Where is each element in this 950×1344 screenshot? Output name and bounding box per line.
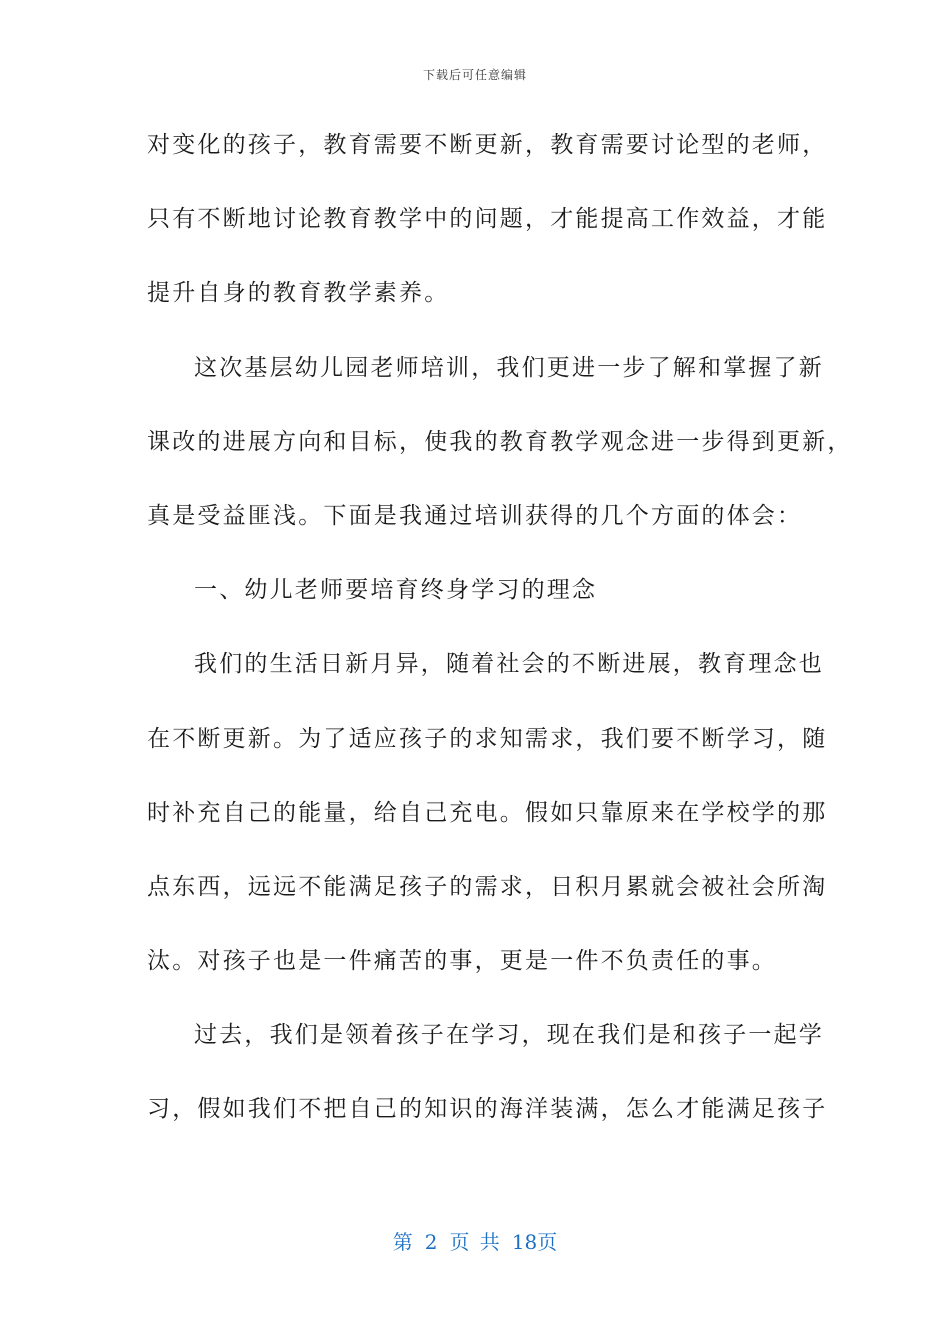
paragraph-start-line: 过去，我们是领着孩子在学习，现在我们是和孩子一起学 bbox=[194, 1022, 824, 1049]
current-page-number: 2 bbox=[424, 1230, 438, 1254]
paragraph-start-line: 这次基层幼儿园老师培训，我们更进一步了解和掌握了新 bbox=[194, 354, 824, 381]
section-heading: 一、幼儿老师要培育终身学习的理念 bbox=[194, 577, 598, 604]
body-line: 课改的进展方向和目标，使我的教育教学观念进一步得到更新， bbox=[147, 428, 853, 455]
paragraph-start-line: 我们的生活日新月异，随着社会的不断进展，教育理念也 bbox=[194, 651, 824, 678]
body-line: 在不断更新。为了适应孩子的求知需求，我们要不断学习，随 bbox=[147, 725, 828, 752]
body-line: 点东西，远远不能满足孩子的需求，日积月累就会被社会所淘 bbox=[147, 873, 828, 900]
body-line: 提升自身的教育教学素养。 bbox=[147, 280, 450, 307]
body-line: 只有不断地讨论教育教学中的问题，才能提高工作效益，才能 bbox=[147, 206, 828, 233]
body-line: 对变化的孩子，教育需要不断更新，教育需要讨论型的老师， bbox=[147, 132, 828, 158]
page-footer bbox=[0, 1226, 950, 1255]
page-header: 下载后可任意编辑 bbox=[422, 68, 527, 82]
page-label-prefix: 第 bbox=[392, 1230, 413, 1254]
body-line: 习，假如我们不把自己的知识的海洋装满，怎么才能满足孩子 bbox=[147, 1096, 828, 1123]
page-label-mid: 页 共 bbox=[449, 1230, 500, 1254]
total-pages: 18页 bbox=[511, 1230, 558, 1254]
document-body bbox=[147, 120, 853, 1159]
body-line: 汰。对孩子也是一件痛苦的事，更是一件不负责任的事。 bbox=[147, 948, 777, 975]
body-line: 时补充自己的能量，给自己充电。假如只靠原来在学校学的那 bbox=[147, 799, 828, 826]
body-line: 真是受益匪浅。下面是我通过培训获得的几个方面的体会： bbox=[147, 502, 803, 529]
